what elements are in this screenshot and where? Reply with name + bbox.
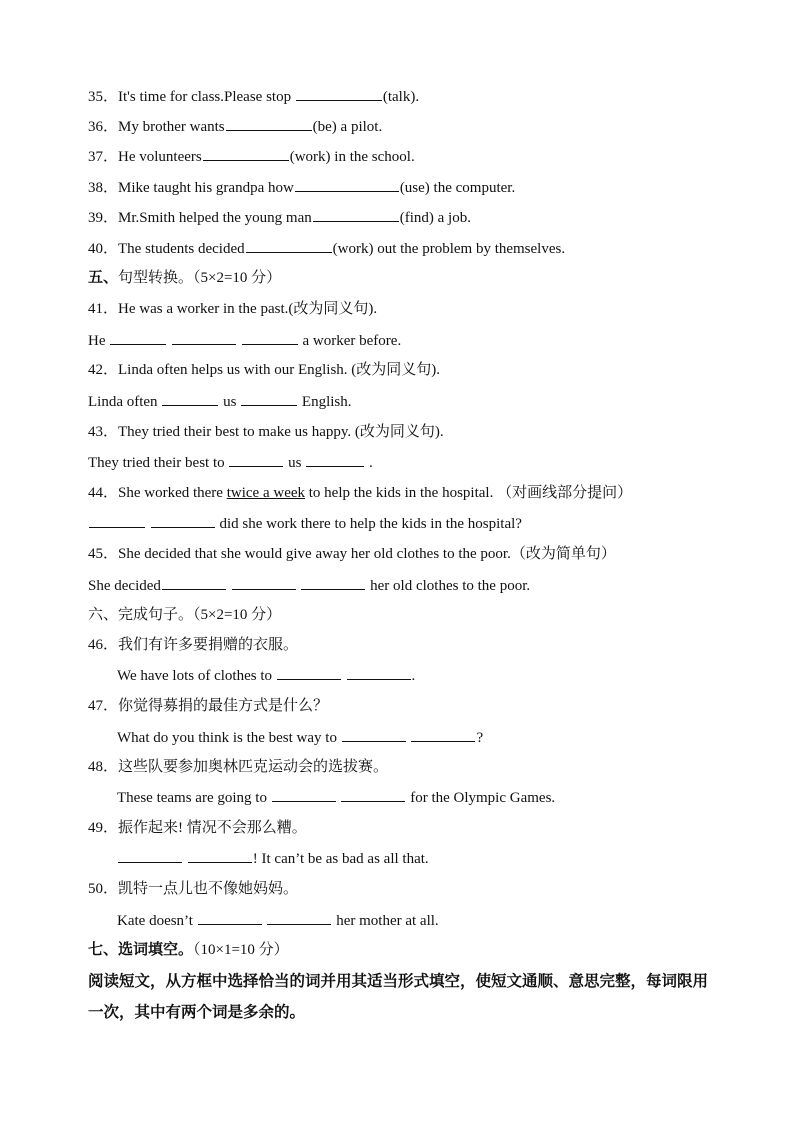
answer-blank[interactable] [203,146,289,161]
question-50 [88,879,298,899]
question-48 [88,757,388,777]
answer-blank[interactable] [162,391,218,406]
section-6-heading [88,605,281,625]
answer-suffix: ! It can’t be as bad as all that. [252,851,429,867]
answer-suffix: . [411,668,416,684]
answer-middle: us [284,455,306,471]
answer-blank[interactable] [89,513,145,528]
question-text: 36．My brother wants [88,119,225,135]
question-46 [88,635,298,655]
section-7-heading [88,940,289,960]
question-43 [88,422,444,442]
answer-prefix: We have lots of clothes to [117,668,276,684]
question-hint: (work) in the school. [289,149,415,165]
question-hint: (use) the computer. [399,180,516,196]
question-38 [88,177,515,198]
section-score: （10×1=10 分） [193,942,289,958]
question-text: to help the kids in the hospital. （对画线部分提问） [305,485,633,501]
question-text: 48．这些队要参加奥林匹克运动会的选拔赛。 [88,759,389,775]
section-number: 五、 [88,270,119,286]
question-text: 43．They tried their best to make us happy. (改为同义句). [88,424,444,440]
question-text: 37．He volunteers [88,149,202,165]
answer-blank[interactable] [242,330,298,345]
answer-blank[interactable] [229,452,283,467]
answer-blank[interactable] [226,116,312,131]
question-39 [88,207,471,228]
answer-suffix: her old clothes to the poor. [366,578,531,594]
answer-prefix: He [88,333,110,349]
answer-suffix: ? [476,730,484,746]
answer-46 [117,665,415,686]
question-41 [88,299,377,319]
question-44 [88,483,632,503]
answer-blank[interactable] [172,330,236,345]
underlined-phrase: twice a week [226,485,306,501]
answer-45 [88,575,530,596]
question-text: 42．Linda often helps us with our English. (改为同义句). [88,362,441,378]
answer-blank[interactable] [411,727,475,742]
answer-suffix: a worker before. [298,333,402,349]
question-text: 44．She worked there [88,485,227,501]
question-text: 41．He was a worker in the past.(改为同义句). [88,301,378,317]
answer-prefix: These teams are going to [117,790,271,806]
answer-blank[interactable] [313,207,399,222]
question-text: 47．你觉得募捐的最佳方式是什么？ [88,698,329,714]
question-47 [88,696,328,716]
question-text: 40．The students decided [88,241,245,257]
question-text: 39．Mr.Smith helped the young man [88,210,312,226]
answer-blank[interactable] [188,848,252,863]
question-42 [88,360,440,380]
section-7-instructions: 阅读短文，从方框中选择恰当的词并用其适当形式填空，使短文通顺、意思完整，每词限用一次，其中有两个词是多余的。 [88,973,709,1021]
question-36 [88,116,382,137]
question-49 [88,818,307,838]
section-title: 句型转换。（5×2=10 分） [118,270,282,286]
question-40 [88,238,565,259]
answer-50 [117,910,439,931]
answer-blank[interactable] [342,727,406,742]
question-hint: (work) out the problem by themselves. [332,241,566,257]
answer-blank[interactable] [118,848,182,863]
question-hint: (be) a pilot. [312,119,383,135]
section-title: 六、完成句子。（5×2=10 分） [88,607,282,623]
answer-middle: us [219,394,241,410]
answer-blank[interactable] [272,787,336,802]
answer-prefix: Linda often [88,394,162,410]
answer-prefix: She decided [88,578,161,594]
answer-blank[interactable] [232,575,296,590]
answer-blank[interactable] [277,665,341,680]
answer-blank[interactable] [198,910,262,925]
answer-blank[interactable] [295,177,399,192]
answer-blank[interactable] [341,787,405,802]
answer-42 [88,391,352,412]
answer-blank[interactable] [151,513,215,528]
answer-suffix: . [365,455,373,471]
answer-suffix: her mother at all. [332,913,439,929]
answer-49 [117,848,429,869]
answer-43 [88,452,373,473]
answer-blank[interactable] [347,665,411,680]
answer-44 [88,513,522,534]
answer-47 [117,727,483,748]
answer-suffix: for the Olympic Games. [406,790,556,806]
question-hint: (talk). [382,89,420,105]
question-45 [88,544,616,564]
answer-suffix: English. [298,394,352,410]
answer-blank[interactable] [296,86,382,101]
question-35 [88,86,419,107]
question-text: 35．It's time for class.Please stop [88,89,295,105]
question-37 [88,146,415,167]
answer-prefix: They tried their best to [88,455,229,471]
answer-blank[interactable] [162,575,226,590]
question-text: 50．凯特一点儿也不像她妈妈。 [88,881,299,897]
answer-blank[interactable] [301,575,365,590]
answer-blank[interactable] [246,238,332,253]
question-text: 46．我们有许多要捐赠的衣服。 [88,637,299,653]
answer-blank[interactable] [241,391,297,406]
section-5-heading [88,268,281,288]
answer-48 [117,787,555,808]
answer-blank[interactable] [110,330,166,345]
answer-prefix: Kate doesn’t [117,913,197,929]
answer-blank[interactable] [267,910,331,925]
answer-blank[interactable] [306,452,364,467]
section-title: 七、选词填空。 [88,942,194,958]
question-text: 38．Mike taught his grandpa how [88,180,294,196]
answer-prefix: What do you think is the best way to [117,730,341,746]
question-text: 49．振作起来! 情况不会那么糟。 [88,820,307,836]
question-hint: (find) a job. [399,210,471,226]
question-text: 45．She decided that she would give away her old clothes to the poor.（改为简单句） [88,546,616,562]
answer-suffix: did she work there to help the kids in the hospital? [215,516,522,532]
answer-41 [88,330,401,351]
